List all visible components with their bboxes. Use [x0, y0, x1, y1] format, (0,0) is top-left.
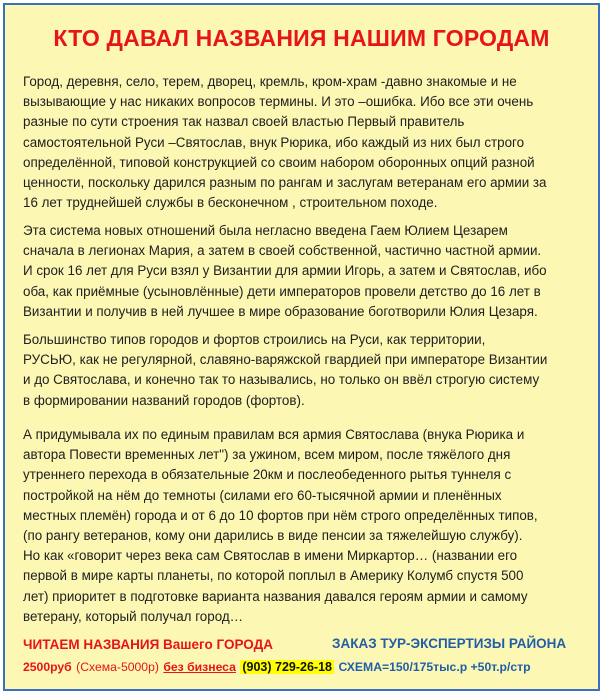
- paragraph-3: [23, 330, 584, 411]
- text-line: оба, как приёмные (усыновлённые) дети императоров провели детство до 16 лет в: [23, 283, 541, 299]
- read-names-label: ЧИТАЕМ НАЗВАНИЯ Вашего ГОРОДА: [23, 637, 273, 652]
- paragraph-4: [23, 425, 584, 627]
- text-line: местных племён) города и от 6 до 10 фортов при нём строго определённых типов,: [23, 507, 538, 523]
- text-line: Эта система новых отношений была негласно введена Гаем Юлием Цезарем: [23, 223, 508, 238]
- text-line: разные по сути строения так назвал своей властью Первый правитель: [23, 114, 465, 130]
- text-line: И срок 16 лет для Руси взял у Византии для армии Игорь, а затем и Святослав, ибо: [23, 263, 547, 279]
- text-line: ветерану, который получал город…: [23, 608, 244, 624]
- text-line: автора Повести временных лет") за ужином, всем миром, после тяжёлого дня: [23, 447, 511, 463]
- text-line: постройкой на нём до темноты (силами его 60-тысячной армии и пленённых: [23, 487, 502, 503]
- text-line: 16 лет труднейшей службы в бесконечном , строительном походе.: [23, 195, 438, 211]
- footer-prices: [23, 658, 589, 676]
- text-line: лет) приоритет в подготовке варианта названия давался героям армии и самому: [23, 588, 528, 604]
- paragraph-2: [23, 221, 584, 322]
- text-line: и до Святослава, и конечно так то назывались, но только он ввёл строгую систему: [23, 372, 540, 388]
- text-line: РУСЬЮ, как не регулярной, славяно-варяжской гвардией при императоре Византии: [23, 352, 548, 368]
- text-line: в формировании названий городов (фортов).: [23, 392, 305, 408]
- text-line: Но как «говорит через века сам Святослав в имени Миркартор… (названии его: [23, 548, 518, 564]
- text-line: (по рангу ветеранов, кому они дарились в виде пенсии за тяжелейшую службу).: [23, 528, 523, 544]
- paragraph-1: [23, 72, 584, 213]
- text-line: первой в мире карты планеты, по которой поплыл в Америку Колумб спустя 500: [23, 568, 524, 584]
- text-line: Большинство типов городов и фортов строились на Руси, как территории,: [23, 332, 486, 347]
- text-line: Город, деревня, село, терем, дворец, кремль, кром-храм -давно знакомые и не: [23, 74, 517, 89]
- text-line: Византии и получив в ней лучшее в мире образование боготворили Юлия Цезаря.: [23, 303, 538, 319]
- phone-number: (903) 729-26-18: [242, 660, 332, 674]
- text-line: вызывающие у нас никаких вопросов термины. И это –ошибка. Ибо все эти очень: [23, 94, 534, 110]
- footer-headings: [23, 636, 589, 654]
- text-line: ценности, поскольку дарился разным по рангам и заслугам ветеранам его армии за: [23, 175, 547, 191]
- text-line: утреннего перехода в обязательные 20км и послеобеденного рытья туннеля с: [23, 467, 512, 483]
- article-panel: [3, 3, 600, 691]
- price-label: 2500руб: [23, 660, 72, 674]
- no-business-link[interactable]: без бизнеса: [163, 660, 236, 674]
- page-title: КТО ДАВАЛ НАЗВАНИЯ НАШИМ ГОРОДАМ: [53, 25, 550, 51]
- text-line: сначала в легионах Мария, а затем в своей собственной, частично частной армии.: [23, 243, 542, 259]
- scheme-price-label: (Схема-5000р): [76, 660, 159, 674]
- order-expertise-label: ЗАКАЗ ТУР-ЭКСПЕРТИЗЫ РАЙОНА: [332, 636, 567, 651]
- text-line: самостоятельной Руси –Святослав, внук Рюрика, ибо каждый из них был строго: [23, 134, 525, 150]
- text-line: определённой, типовой конструкцией со своим набором оборонных опций разной: [23, 154, 535, 170]
- text-line: А придумывала их по единым правилам вся армия Святослава (внука Рюрика и: [23, 427, 525, 442]
- scheme-rates-label: СХЕМА=150/175тыс.р +50т.р/стр: [338, 660, 531, 674]
